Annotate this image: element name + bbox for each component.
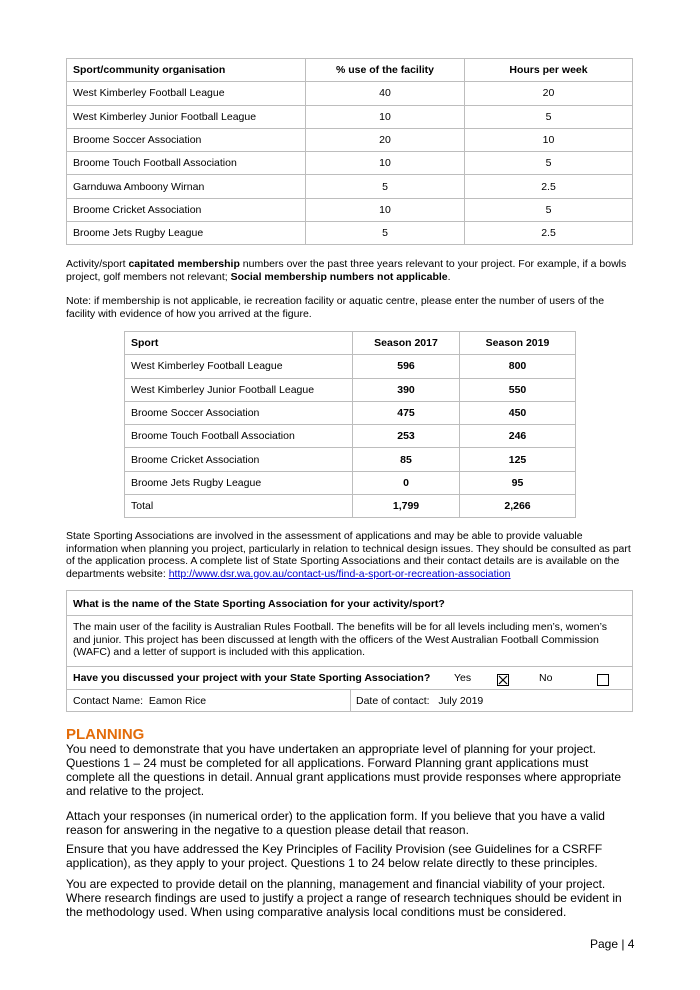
- table-cell: 10: [306, 105, 465, 128]
- ssa-answer[interactable]: The main user of the facility is Australian Rules Football. The benefits will be for all levels including men’s, women’s and junior. This project has been discussed at length with the officers of the West Australian Football Commission (WAFC) and a letter of support is included with this application.: [73, 621, 608, 658]
- planning-paragraph-4: You are expected to provide detail on the planning, management and financial viability of your project. Where research findings are used to justify a project a range of research techniques should be evident in the methodology used. When using comparative analysis local conditions must be considered.: [66, 877, 622, 919]
- table-cell: Broome Soccer Association: [125, 401, 353, 424]
- table-cell: West Kimberley Junior Football League: [67, 105, 306, 128]
- contact-name-value[interactable]: Eamon Rice: [148, 695, 207, 707]
- table-cell: 5: [465, 152, 633, 175]
- column-header: Sport/community organisation: [67, 59, 306, 82]
- table-cell: 2.5: [465, 222, 633, 245]
- table-row: [67, 175, 633, 198]
- table-row: [67, 222, 633, 245]
- table-cell: 596: [353, 355, 460, 378]
- ssa-question: What is the name of the State Sporting Association for your activity/sport?: [73, 598, 445, 610]
- divider: [350, 689, 351, 712]
- table-cell: 475: [353, 401, 460, 424]
- table-header-row: [67, 59, 633, 82]
- contact-name: Contact Name: Eamon Rice: [73, 695, 207, 707]
- table-cell: 85: [353, 448, 460, 471]
- planning-heading: PLANNING: [66, 726, 145, 743]
- table-cell: 246: [460, 425, 576, 448]
- table-cell: 253: [353, 425, 460, 448]
- table-cell: 5: [465, 105, 633, 128]
- table-cell: Garnduwa Amboony Wirnan: [67, 175, 306, 198]
- table-cell: 2,266: [460, 495, 576, 518]
- table-cell: 5: [465, 198, 633, 221]
- column-header: Hours per week: [465, 59, 633, 82]
- table-row: [125, 355, 576, 378]
- table-cell: Total: [125, 495, 353, 518]
- table-row: [125, 378, 576, 401]
- planning-paragraph-3: Ensure that you have addressed the Key Principles of Facility Provision (see Guidelines for a CSRFF application), as they apply to your project. Questions 1 to 24 below relate directly to these principles.: [66, 842, 603, 870]
- table-cell: 450: [460, 401, 576, 424]
- membership-paragraph: Activity/sport capitated membership numbers over the past three years relevant to your project. For example, if a bowls project, golf members not relevant; Social membership numbers not applicable.: [66, 258, 627, 283]
- ssa-paragraph: State Sporting Associations are involved in the assessment of applications and may be able to provide valuable information when planning you project, particularly in relation to technical design issues. They should be consulted as part of the application process. A complete list of State Sporting Associations and their contact details are is available on the departments website: http://www.dsr.wa.gov.au/contact-us/find-a-sport-or-recreation-association: [66, 530, 631, 580]
- table-row: [67, 105, 633, 128]
- column-header: Season 2017: [353, 332, 460, 355]
- divider: [67, 615, 632, 616]
- table-row: [125, 448, 576, 471]
- table-cell: 20: [465, 82, 633, 105]
- yes-checkbox[interactable]: [497, 674, 509, 686]
- table-row: [67, 128, 633, 151]
- table-row: [125, 495, 576, 518]
- table-cell: 95: [460, 471, 576, 494]
- table-cell: Broome Jets Rugby League: [125, 471, 353, 494]
- date-of-contact-value[interactable]: July 2019: [438, 695, 484, 707]
- column-header: Season 2019: [460, 332, 576, 355]
- discussed-question: Have you discussed your project with your State Sporting Association?: [73, 672, 431, 684]
- table-row: [67, 82, 633, 105]
- table-cell: 5: [306, 222, 465, 245]
- planning-paragraph-1: You need to demonstrate that you have undertaken an appropriate level of planning for your project. Questions 1 – 24 must be completed for all applications. Forward Planning grant applications must complete all the questions in detail. Annual grant applications must provide responses where appropriate and relative to the project.: [66, 742, 621, 798]
- membership-table: [124, 331, 576, 518]
- ssa-link[interactable]: http://www.dsr.wa.gov.au/contact-us/find-a-sport-or-recreation-association: [168, 567, 511, 580]
- table-row: [67, 152, 633, 175]
- table-cell: Broome Jets Rugby League: [67, 222, 306, 245]
- planning-paragraph-2: Attach your responses (in numerical order) to the application form. If you believe that you have a valid reason for answering in the negative to a question please detail that reason.: [66, 809, 605, 837]
- table-row: [125, 401, 576, 424]
- table-cell: 10: [306, 152, 465, 175]
- table-header-row: [125, 332, 576, 355]
- table-cell: West Kimberley Football League: [125, 355, 353, 378]
- table-cell: Broome Cricket Association: [125, 448, 353, 471]
- table-cell: 800: [460, 355, 576, 378]
- table-cell: 1,799: [353, 495, 460, 518]
- no-checkbox[interactable]: [597, 674, 609, 686]
- table-row: [125, 425, 576, 448]
- table-cell: West Kimberley Football League: [67, 82, 306, 105]
- table-cell: 5: [306, 175, 465, 198]
- yes-label: Yes: [454, 672, 472, 684]
- table-cell: Broome Cricket Association: [67, 198, 306, 221]
- table-cell: 40: [306, 82, 465, 105]
- column-header: % use of the facility: [306, 59, 465, 82]
- table-row: [125, 471, 576, 494]
- no-label: No: [539, 672, 553, 684]
- table-cell: 20: [306, 128, 465, 151]
- table-cell: Broome Touch Football Association: [67, 152, 306, 175]
- table-row: [67, 198, 633, 221]
- column-header: Sport: [125, 332, 353, 355]
- table-cell: 390: [353, 378, 460, 401]
- divider: [67, 666, 632, 667]
- date-of-contact: Date of contact: July 2019: [356, 695, 484, 707]
- table-cell: 0: [353, 471, 460, 494]
- checkbox-x-icon: [498, 675, 508, 685]
- table-cell: Broome Touch Football Association: [125, 425, 353, 448]
- facility-use-table: [66, 58, 633, 245]
- ssa-form-box: [66, 590, 633, 712]
- table-cell: 10: [465, 128, 633, 151]
- table-cell: 550: [460, 378, 576, 401]
- table-cell: 125: [460, 448, 576, 471]
- table-cell: 2.5: [465, 175, 633, 198]
- table-cell: Broome Soccer Association: [67, 128, 306, 151]
- table-cell: West Kimberley Junior Football League: [125, 378, 353, 401]
- membership-note: Note: if membership is not applicable, ie recreation facility or aquatic centre, please enter the number of users of the facility with evidence of how you arrived at the figure.: [66, 295, 605, 320]
- page-number: Page | 4: [590, 937, 635, 951]
- table-cell: 10: [306, 198, 465, 221]
